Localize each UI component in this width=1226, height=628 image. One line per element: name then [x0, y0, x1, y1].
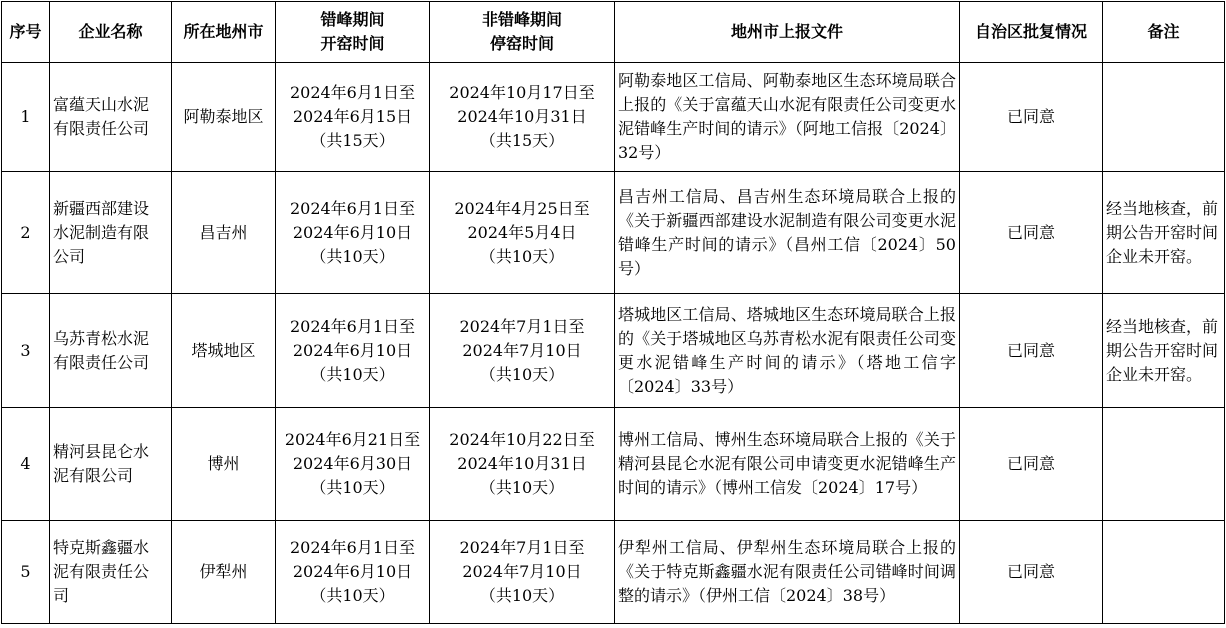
cell-approval: 已同意 [960, 521, 1103, 624]
table-row [2, 63, 1225, 172]
cell-peak-open: 2024年6月1日至 2024年6月10日 （共10天） [276, 294, 430, 408]
cell-seq: 4 [2, 408, 50, 521]
cell-document: 阿勒泰地区工信局、阿勒泰地区生态环境局联合上报的《关于富蕴天山水泥有限责任公司变更水泥错峰生产时间的请示》（阿地工信报〔2024〕32号） [615, 63, 960, 172]
cell-approval: 已同意 [960, 294, 1103, 408]
cell-document: 塔城地区工信局、塔城地区生态环境局联合上报的《关于塔城地区乌苏青松水泥有限责任公司变更水泥错峰生产时间的请示》（塔地工信字〔2024〕33号） [615, 294, 960, 408]
header-prefecture: 所在地州市 [172, 2, 276, 63]
header-remark: 备注 [1103, 2, 1225, 63]
cell-peak-open: 2024年6月21日至 2024年6月30日 （共10天） [276, 408, 430, 521]
cell-offpeak-stop: 2024年10月17日至 2024年10月31日 （共15天） [430, 63, 615, 172]
cell-remark: 经当地核查，前期公告开窑时间企业未开窑。 [1103, 172, 1225, 294]
cell-seq: 5 [2, 521, 50, 624]
cell-approval: 已同意 [960, 172, 1103, 294]
header-document: 地州市上报文件 [615, 2, 960, 63]
table-row [2, 294, 1225, 408]
header-approval: 自治区批复情况 [960, 2, 1103, 63]
cell-peak-open: 2024年6月1日至 2024年6月10日 （共10天） [276, 172, 430, 294]
cell-remark [1103, 408, 1225, 521]
cell-seq: 3 [2, 294, 50, 408]
cell-approval: 已同意 [960, 408, 1103, 521]
cell-prefecture: 塔城地区 [172, 294, 276, 408]
cell-offpeak-stop: 2024年7月1日至 2024年7月10日 （共10天） [430, 521, 615, 624]
table-header-row [2, 2, 1225, 63]
cell-seq: 2 [2, 172, 50, 294]
cell-offpeak-stop: 2024年7月1日至 2024年7月10日 （共10天） [430, 294, 615, 408]
table-row [2, 172, 1225, 294]
cell-prefecture: 博州 [172, 408, 276, 521]
table-row [2, 521, 1225, 624]
cell-remark: 经当地核查，前期公告开窑时间企业未开窑。 [1103, 294, 1225, 408]
cell-prefecture: 阿勒泰地区 [172, 63, 276, 172]
header-peak-open: 错峰期间 开窑时间 [276, 2, 430, 63]
cell-company: 新疆西部建设 水泥制造有限 公司 [50, 172, 172, 294]
cell-prefecture: 伊犁州 [172, 521, 276, 624]
cell-offpeak-stop: 2024年10月22日至 2024年10月31日 （共10天） [430, 408, 615, 521]
cell-prefecture: 昌吉州 [172, 172, 276, 294]
cell-seq: 1 [2, 63, 50, 172]
header-seq: 序号 [2, 2, 50, 63]
cell-company: 乌苏青松水泥 有限责任公司 [50, 294, 172, 408]
cell-company: 富蕴天山水泥 有限责任公司 [50, 63, 172, 172]
cell-peak-open: 2024年6月1日至 2024年6月15日 （共15天） [276, 63, 430, 172]
cell-document: 昌吉州工信局、昌吉州生态环境局联合上报的《关于新疆西部建设水泥制造有限公司变更水泥错峰生产时间的请示》（昌州工信〔2024〕50号） [615, 172, 960, 294]
cell-remark [1103, 521, 1225, 624]
cell-peak-open: 2024年6月1日至 2024年6月10日 （共10天） [276, 521, 430, 624]
header-offpeak-stop: 非错峰期间 停窑时间 [430, 2, 615, 63]
cell-document: 博州工信局、博州生态环境局联合上报的《关于精河县昆仑水泥有限公司申请变更水泥错峰生产时间的请示》（博州工信发〔2024〕17号） [615, 408, 960, 521]
cell-company: 精河县昆仑水 泥有限公司 [50, 408, 172, 521]
cell-remark [1103, 63, 1225, 172]
table-row [2, 408, 1225, 521]
cell-company: 特克斯鑫疆水 泥有限责任公 司 [50, 521, 172, 624]
cell-offpeak-stop: 2024年4月25日至 2024年5月4日 （共10天） [430, 172, 615, 294]
header-company: 企业名称 [50, 2, 172, 63]
cell-document: 伊犁州工信局、伊犁州生态环境局联合上报的《关于特克斯鑫疆水泥有限责任公司错峰时间调整的请示》（伊州工信〔2024〕38号） [615, 521, 960, 624]
approval-table [1, 1, 1225, 624]
cell-approval: 已同意 [960, 63, 1103, 172]
